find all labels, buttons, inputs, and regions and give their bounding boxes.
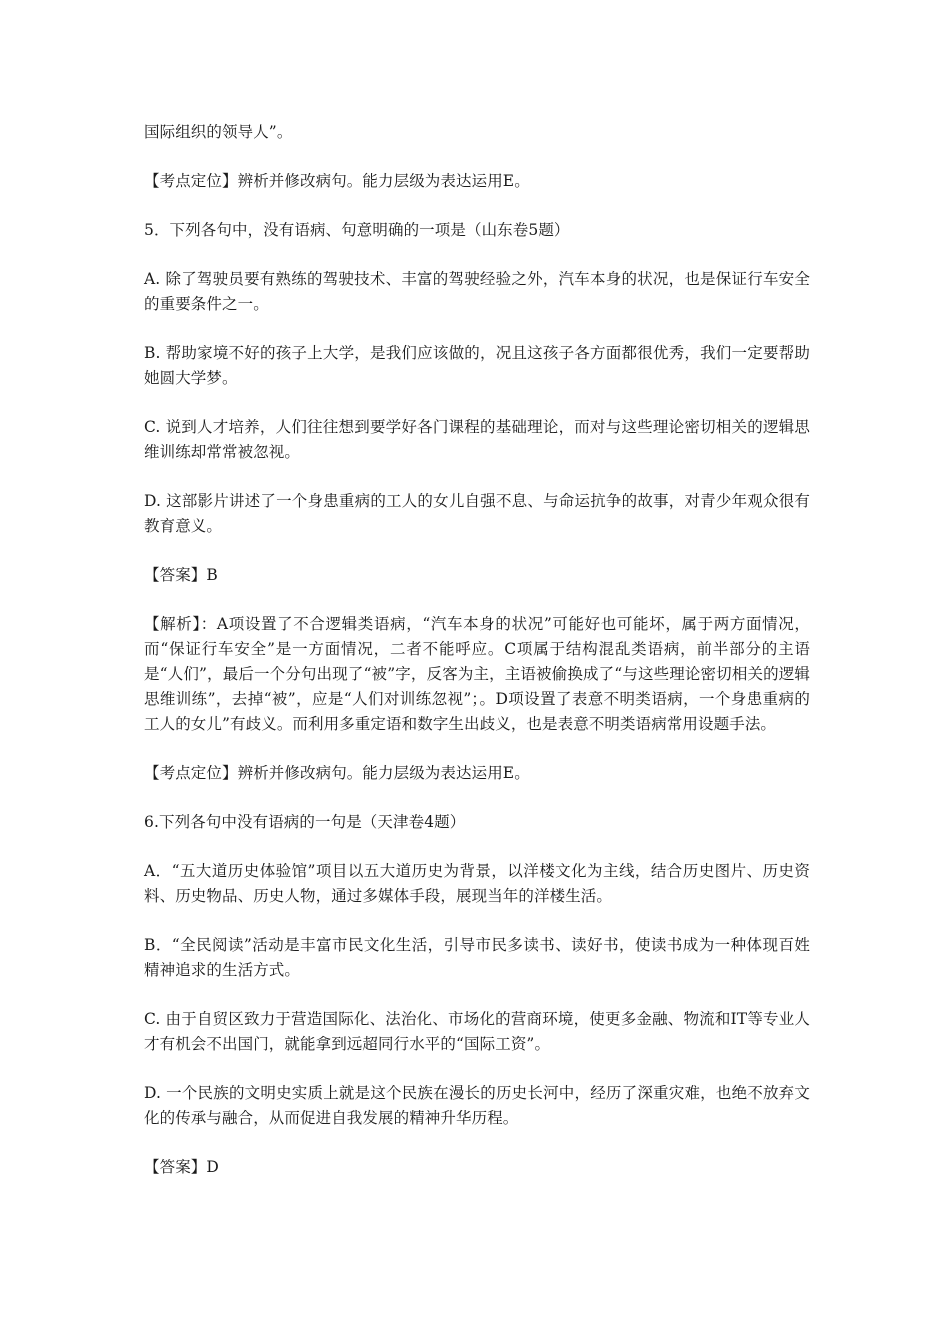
paragraph-exam-point: 【考点定位】辨析并修改病句。能力层级为表达运用E。: [144, 172, 530, 190]
question-6-option-a: A．“五大道历史体验馆”项目以五大道历史为背景，以洋楼文化为主线，结合历史图片、历史资料、历史物品、历史人物，通过多媒体手段，展现当年的洋楼生活。: [144, 862, 810, 905]
paragraph-continuation: 国际组织的领导人”。: [144, 123, 293, 141]
question-5-stem: 5．下列各句中，没有语病、句意明确的一项是（山东卷5题）: [144, 221, 570, 239]
question-5-option-a: A. 除了驾驶员要有熟练的驾驶技术、丰富的驾驶经验之外，汽车本身的状况，也是保证行车安全的重要条件之一。: [144, 270, 810, 313]
question-5-option-b: B. 帮助家境不好的孩子上大学，是我们应该做的，况且这孩子各方面都很优秀，我们一定要帮助她圆大学梦。: [144, 344, 810, 387]
question-5-exam-point: 【考点定位】辨析并修改病句。能力层级为表达运用E。: [144, 764, 530, 782]
question-6-option-b: B．“全民阅读”活动是丰富市民文化生活，引导市民多读书、读好书，使读书成为一种体现百姓精神追求的生活方式。: [144, 936, 810, 979]
document-page: [144, 120, 810, 1204]
question-6-stem: 6.下列各句中没有语病的一句是（天津卷4题）: [144, 813, 466, 831]
question-6-option-c: C. 由于自贸区致力于营造国际化、法治化、市场化的营商环境，使更多金融、物流和IT等专业人才有机会不出国门，就能拿到远超同行水平的“国际工资”。: [144, 1010, 810, 1053]
question-6-answer: 【答案】D: [144, 1158, 219, 1176]
question-5-option-c: C. 说到人才培养，人们往往想到要学好各门课程的基础理论，而对与这些理论密切相关的逻辑思维训练却常常被忽视。: [144, 418, 810, 461]
question-5-option-d: D. 这部影片讲述了一个身患重病的工人的女儿自强不息、与命运抗争的故事，对青少年观众很有教育意义。: [144, 492, 810, 535]
question-5-answer: 【答案】B: [144, 566, 218, 584]
question-5-analysis: 【解析】：A项设置了不合逻辑类语病，“汽车本身的状况”可能好也可能坏，属于两方面情况，而“保证行车安全”是一方面情况，二者不能呼应。C项属于结构混乱类语病，前半部分的主语是“人们”，最后一个分句出现了“被”字，反客为主，主语被偷换成了“与这些理论密切相关的逻辑思维训练”，去掉“被”，应是“人们对训练忽视”；。D项设置了表意不明类语病，一个身患重病的工人的女儿”有歧义。而利用多重定语和数字生出歧义，也是表意不明类语病常用设题手法。: [144, 615, 810, 733]
question-6-option-d: D. 一个民族的文明史实质上就是这个民族在漫长的历史长河中，经历了深重灾难，也绝不放弃文化的传承与融合，从而促进自我发展的精神升华历程。: [144, 1084, 810, 1127]
